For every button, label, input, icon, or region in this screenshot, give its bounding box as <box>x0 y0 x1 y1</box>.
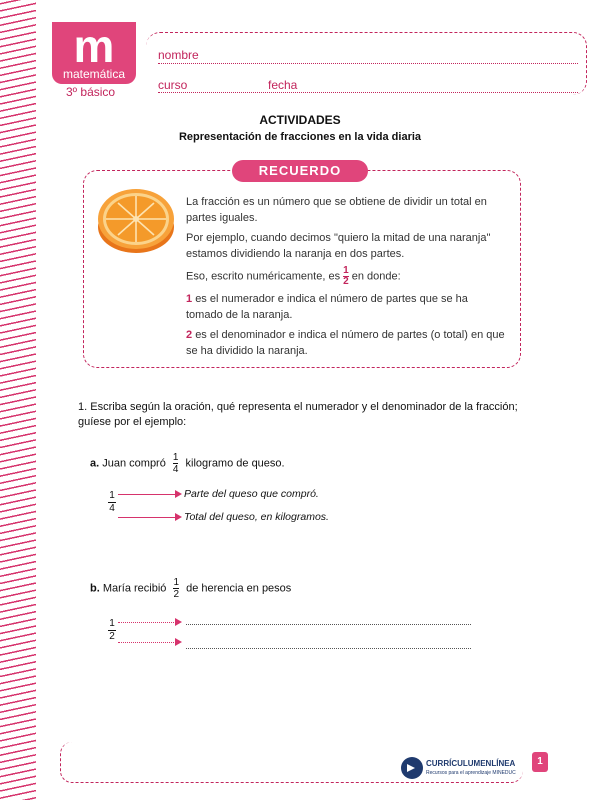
date-label: fecha <box>268 78 298 92</box>
denominator-arrow-dotted <box>118 642 176 643</box>
course-label: curso <box>158 78 188 92</box>
example-text: Por ejemplo, cuando decimos "quiero la mitad de una naranja" estamos dividiendo la naranja en dos partes. <box>186 232 491 260</box>
numerator-answer: Parte del queso que compró. <box>184 488 319 500</box>
recuerdo-text <box>186 194 506 363</box>
question-b: b. María recibió $\frac{1}{2}$ de herencia en pesos <box>90 577 292 600</box>
arrow-head-icon <box>175 638 182 646</box>
denominator-item: 2 es el denominador e indica el número de partes (o total) en que se ha dividido la naranja. <box>186 329 505 357</box>
numerator-arrow <box>118 494 176 495</box>
page-number: 1 <box>532 752 548 772</box>
arrow-head-icon <box>175 513 182 521</box>
name-line[interactable] <box>158 63 578 64</box>
fraction-one-half: $\frac{1}{2}$ <box>173 577 180 600</box>
logo-letter: m <box>73 20 115 72</box>
numerator-item: 1 es el numerador e indica el número de partes que se ha tomado de la naranja. <box>186 293 468 321</box>
name-label: nombre <box>158 48 199 62</box>
denominator-answer-line[interactable] <box>186 648 471 649</box>
question-1: 1. Escriba según la oración, qué representa el numerador y el denominador de la fracción; guíese por el ejemplo: <box>78 401 518 428</box>
course-date-line[interactable] <box>158 92 578 93</box>
denominator-answer: Total del queso, en kilogramos. <box>184 511 329 523</box>
curriculum-logo: CURRÍCULUMENLÍNEA Recursos para el aprendizaje MINEDUC <box>401 757 511 781</box>
page-title: ACTIVIDADES <box>259 113 341 127</box>
denominator-arrow <box>118 517 176 518</box>
arrow-head-icon <box>175 618 182 626</box>
curriculum-logo-icon <box>401 757 423 779</box>
half-fraction: $\frac{1}{2}$ <box>343 265 349 287</box>
fraction-one-quarter: $\frac{1}{4}$ <box>172 452 179 475</box>
numerator-answer-line[interactable] <box>186 624 471 625</box>
example-fraction: $\frac{1}{4}$ <box>109 490 115 514</box>
arrow-head-icon <box>175 490 182 498</box>
definition-text: La fracción es un número que se obtiene de dividir un total en partes iguales. <box>186 196 487 224</box>
grade-label: 3º básico <box>66 85 116 99</box>
page-subtitle: Representación de fracciones en la vida diaria <box>178 131 422 143</box>
exercise-fraction: $\frac{1}{2}$ <box>109 618 115 642</box>
subject-logo <box>52 22 136 84</box>
question-a: a. Juan compró $\frac{1}{4}$ kilogramo de queso. <box>90 452 285 475</box>
numerator-arrow-dotted <box>118 622 176 623</box>
orange-half-image <box>96 183 176 255</box>
numeric-text: Eso, escrito numéricamente, es $\frac{1}{2}$ en donde: <box>186 265 401 287</box>
recuerdo-badge: RECUERDO <box>232 160 368 182</box>
logo-word: matemática <box>62 67 126 81</box>
